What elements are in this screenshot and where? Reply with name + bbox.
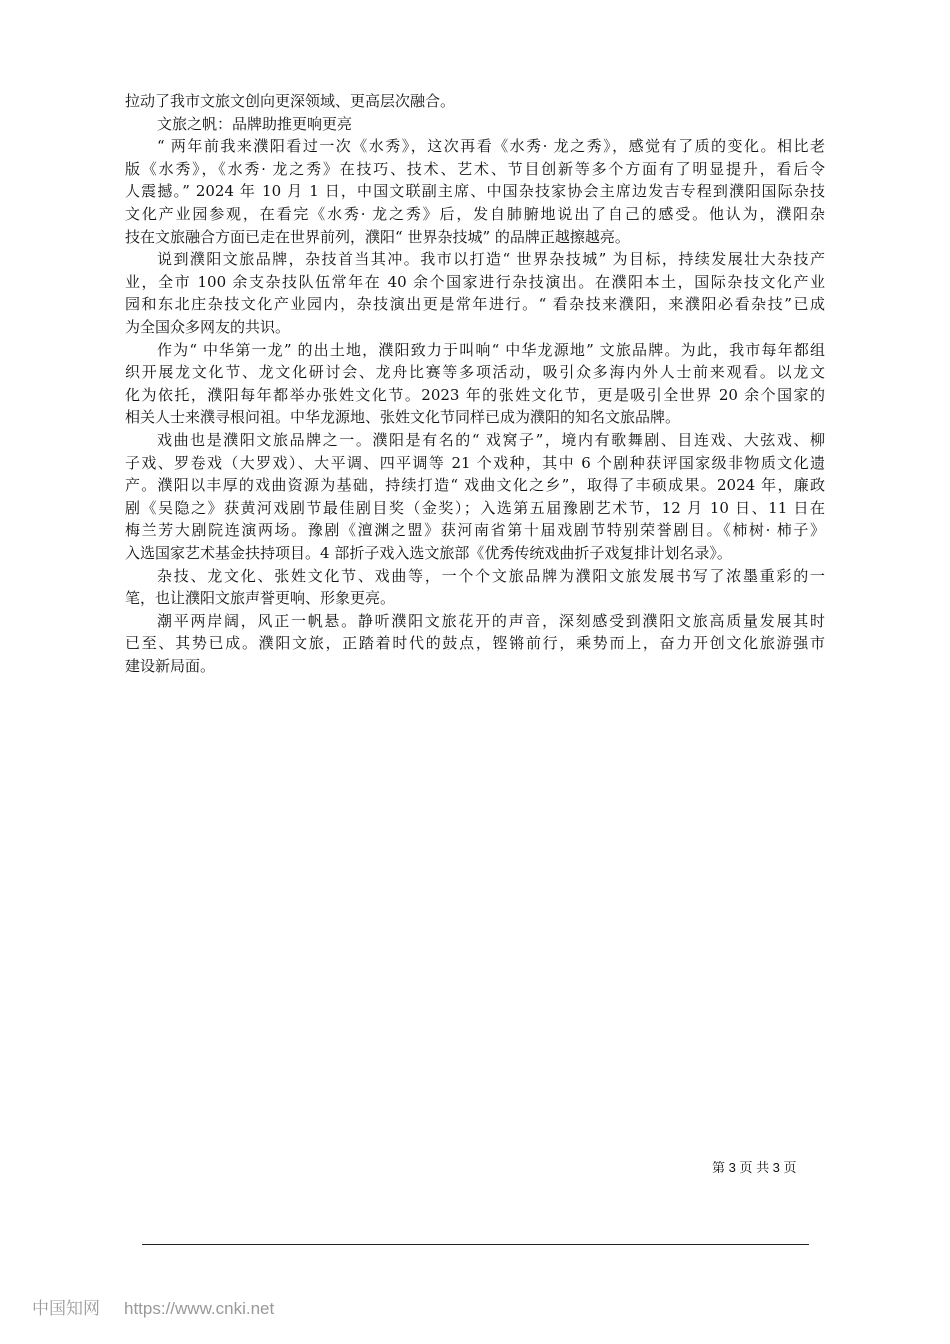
footer-divider (142, 1244, 809, 1245)
page-number: 第 3 页 共 3 页 (712, 1160, 797, 1175)
paragraph-line: 说到濮阳文旅品牌，杂技首当其冲。我市以打造“ 世界杂技城” 为目标，持续发展壮大杂技产 (157, 250, 825, 269)
paragraph-line: 戏曲也是濮阳文旅品牌之一。濮阳是有名的“ 戏窝子”，境内有歌舞剧、目连戏、大弦戏、柳 (157, 431, 825, 449)
paragraph-line: 文化产业园参观，在看完《水秀· 龙之秀》后，发自肺腑地说出了自己的感受。他认为，濮阳杂 (125, 205, 825, 223)
watermark-name: 中国知网 (32, 1299, 100, 1318)
paragraph-line: 子戏、罗卷戏（大罗戏）、大平调、四平调等 21 个戏种，其中 6 个剧种获评国家级非物质文化遗 (125, 453, 825, 472)
paragraph-line: 技在文旅融合方面已走在世界前列，濮阳“ 世界杂技城” 的品牌正越擦越亮。 (125, 227, 630, 246)
paragraph-line: 梅兰芳大剧院连演两场。豫剧《澶渊之盟》获河南省第十届戏剧节特别荣誉剧目。《柿树· 柿子》 (125, 521, 825, 540)
paragraph-line: 人震撼。” 2024 年 10 月 1 日，中国文联副主席、中国杂技家协会主席边发吉专程到濮阳国际杂技 (125, 182, 825, 201)
paragraph-line: 版《水秀》，《水秀· 龙之秀》在技巧、技术、艺术、节目创新等多个方面有了明显提升，看后令 (125, 159, 825, 178)
paragraph-line: 相关人士来濮寻根问祖。中华龙源地、张姓文化节同样已成为濮阳的知名文旅品牌。 (125, 408, 681, 427)
paragraph-line: 入选国家艺术基金扶持项目。4 部折子戏入选文旅部《优秀传统戏曲折子戏复排计划名录》。 (125, 544, 732, 562)
paragraph-line: 潮平两岸阔，风正一帆悬。静听濮阳文旅花开的声音，深刻感受到濮阳文旅高质量发展其时 (157, 611, 825, 630)
paragraph-line: 杂技、龙文化、张姓文化节、戏曲等，一个个文旅品牌为濮阳文旅发展书写了浓墨重彩的一 (157, 566, 825, 585)
paragraph-line: “ 两年前我来濮阳看过一次《水秀》，这次再看《水秀· 龙之秀》，感觉有了质的变化。相比老 (157, 137, 825, 156)
paragraph-line: 拉动了我市文旅文创向更深领域、更高层次融合。 (125, 92, 456, 110)
paragraph-line: 织开展龙文化节、龙文化研讨会、龙舟比赛等多项活动，吸引众多海内外人士前来观看。以龙文 (125, 363, 825, 382)
paragraph-line: 化为依托，濮阳每年都举办张姓文化节。2023 年的张姓文化节，更是吸引全世界 20 余个国家的 (125, 385, 825, 404)
paragraph-line: 园和东北庄杂技文化产业园内，杂技演出更是常年进行。“ 看杂技来濮阳，来濮阳必看杂技”已成 (125, 295, 825, 314)
paragraph-line: 作为“ 中华第一龙” 的出土地，濮阳致力于叫响“ 中华龙源地” 文旅品牌。为此，我市每年都组 (157, 340, 825, 359)
cnki-watermark (32, 1294, 298, 1319)
watermark-url[interactable]: https://www.cnki.net (124, 1299, 275, 1318)
paragraph-line: 建设新局面。 (125, 657, 216, 675)
paragraph-line: 剧《吴隐之》获黄河戏剧节最佳剧目奖（金奖）；入选第五届豫剧艺术节，12 月 10 日、11 日在 (125, 498, 825, 517)
section-heading: 文旅之帆：品牌助推更响更亮 (157, 114, 353, 133)
paragraph-line: 为全国众多网友的共识。 (125, 318, 291, 336)
paragraph-line: 已至、其势已成。濮阳文旅，正踏着时代的鼓点，铿锵前行，乘势而上，奋力开创文化旅游强市 (125, 634, 825, 653)
paragraph-line: 笔，也让濮阳文旅声誉更响、形象更亮。 (125, 589, 396, 608)
paragraph-line: 产。濮阳以丰厚的戏曲资源为基础，持续打造“ 戏曲文化之乡”，取得了丰硕成果。2024 年，廉政 (125, 476, 825, 495)
paragraph-line: 业，全市 100 余支杂技队伍常年在 40 余个国家进行杂技演出。在濮阳本土，国际杂技文化产业 (125, 272, 825, 291)
